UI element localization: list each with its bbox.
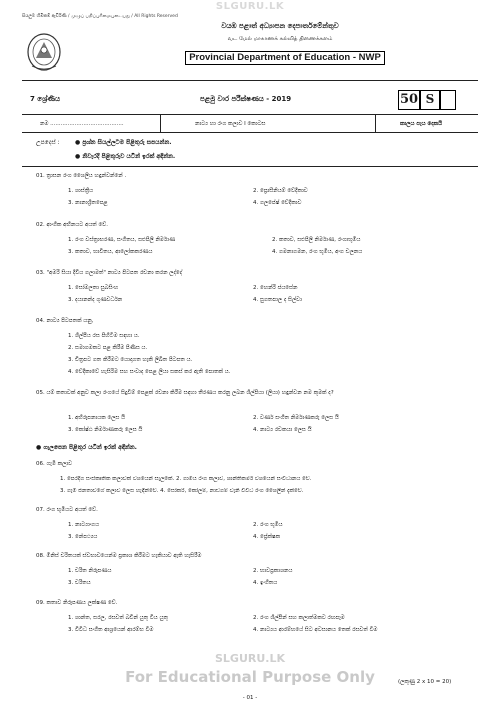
q06-line-1[interactable]: 1. පෙරදිග සංස්කෘතික කලාවක් වශයෙන් සැලකේ. 2. ගාමීය රංග කලාව, ශාන්තිකර්ම වශයෙන් සංවිධානය වේ. [60,476,312,482]
header-vline-2 [375,114,376,132]
q01-option-2[interactable]: 2. ප්‍රොසීනියම් වේදිකාව [253,188,308,194]
instructions-label: උපදෙස් : [36,139,60,146]
q07-option-4[interactable]: 4. ප්‍රේක්ෂක [253,534,281,540]
q07-option-2[interactable]: 2. රංග භූමිය [253,522,283,528]
watermark-bottom-note: For Educational Purpose Only [125,668,375,686]
q07-option-3[interactable]: 3. නේපථ්‍යය [68,534,98,540]
q05-option-1[interactable]: 1. අභිරූපනායක ලෙස යි [68,415,126,421]
q02-option-4[interactable]: 4. ගමනාගමන, රංග භූමිය, අංග චලනය [272,249,363,255]
header-divider [22,80,478,81]
question-04: 04. නාට්‍ය පිටපතක් යනු, [36,318,94,324]
q08-option-3[interactable]: 3. චරිතය [68,580,91,586]
question-03: 03. "අමරි සියා දිවිය ගලාමත්" නාට්‍ය පිටපත රචනා කරන ලද්දේ [36,270,183,276]
name-field-label: නම .......................................... [40,121,124,127]
question-02: 02. ආංගික අභිනයට අයත් වේ. [36,222,108,228]
question-06: 06. ගැමි කලාව [36,461,73,467]
q05-option-4[interactable]: 4. නාට්‍ය රචකයා ලෙස යි [253,427,312,433]
watermark-top: SLGURU.LK [215,1,285,12]
q02-option-2[interactable]: 2. කතාව, සළුපිලි නිර්මාණ, රංගාභූමිය [272,237,361,243]
q01-option-1[interactable]: 1. ශාස්ත්‍රීය [68,188,94,194]
header-divider-3 [22,132,478,133]
header-divider-2 [22,114,478,115]
dept-name-sinhala: වයඹ පළාත් අධ්‍යාපන දෙපාර්තමේන්තුව [221,22,339,30]
exam-title: පළමු වාර පරීක්ෂණය - 2019 [200,95,292,103]
q09-option-4[interactable]: 4. නාට්‍යය ආරම්භයේ සිට අවසානය තෙක් රසවත් වීම [253,627,378,633]
q08-option-4[interactable]: 4. ඉංගිතය [253,580,278,586]
section2-instruction: ● ගැලපෙන පිළිතුර යටින් ඉරක් අඳින්න. [36,444,137,451]
q05-option-2[interactable]: 2. වර්ණ සංගීත නිර්මාණකරු ලෙස යි [253,415,339,421]
q04-option-4[interactable]: 4. වේදිකාවේ හැසිරිම සහ සංවාද පෙළ ලියා සකස් කර ඇති පොතක් ය. [68,369,231,375]
q03-option-3[interactable]: 3. දයානන්ද ගුණවර්ධන [68,297,123,303]
question-09: 09. කතාව නිරූපණය ලක්ෂණ වේ. [36,600,118,606]
grade-label: 7 ශ්‍රේණිය [30,95,60,103]
dept-name-tamil: வட மேல் மாகாணக் கல்வித் திணைக்களம் [227,36,333,42]
q03-option-4[interactable]: 4. සුගතපාල ද සිල්වා [253,297,302,303]
q09-option-2[interactable]: 2. රංග ශිල්පීන් සහ කලාත්මකව රඟපෑම [253,615,345,621]
watermark-bottom-site: SLGURU.LK [214,652,285,665]
q09-option-3[interactable]: 3. විවිධ සංගීත ආශ්‍රයෙන් ආරම්භ වීම [68,627,154,633]
q01-option-4[interactable]: 4. ගලපේෂ් වේදිකාව [253,200,302,206]
q03-option-1[interactable]: 1. සෝමලතා සුබසිංහ [68,285,119,291]
q05-option-3[interactable]: 3. කෝෂ්ඨ නිර්මාණකරු ලෙස යි [68,427,143,433]
page-number: - 01 - [242,695,258,701]
instructions-divider [22,166,478,167]
q08-option-1[interactable]: 1. චරිත නිරූපණය [68,568,112,574]
q06-line-2[interactable]: 3. ගැමි ජනතාවගේ කලාව ලෙස හැඳින්වේ. 4. සෝකරි, කෝලම්, නාඩගම් වැනි විවිධ රංග ශෛලීන් දැක්වේ. [60,488,304,494]
q04-option-2[interactable]: 2. සමාගමකට පළ කිරීම පිණිස ය. [68,345,148,351]
rights-reserved-note: සියලුම හිමිකම් ඇවිරිණි / முழுப் பதிப்புரிமையுடையது / All Rights Reserved [22,14,178,19]
q03-option-2[interactable]: 2. හෙන්රි ජයසේන [253,285,298,291]
marks-note: (ලකුණු 2 x 10 = 20) [398,679,452,685]
question-07: 07. රංග භූමියට අයත් වේ. [36,507,98,513]
subject-title: නාට්‍ය හා රංග කලාව I කොටස [195,121,266,127]
instruction-2: ● නිවැරදි පිළිතුරුව යටින් ඉරක් අඳින්න. [75,153,176,160]
question-01: 01. ත්‍රාසන රංග ශෛලිය හඳුන්වන්නේ . [36,173,127,179]
q04-option-1[interactable]: 1. ශිල්පීය රස පිහිටීම සඳහා ය. [68,333,140,339]
question-05: 05. යම් කතාවක් අනුව කලා රංගයේ සිදුවීම් පෙළක් රචනා කිරීම සඳහා තීරණය කරනු ලබන ශිල්පියා (ලියා) හඳුන්වන නම කුමක් ද? [36,390,334,396]
q09-option-1[interactable]: 1. ශාන්ත, සරල, රසවත් බවින් යුතු විය යුතු [68,615,168,621]
instruction-1: ● ප්‍රශ්න සියල්ලටම පිළිතුරු සපයන්න. [75,139,172,146]
subject-letter-box: S [420,90,440,110]
q07-option-1[interactable]: 1. නාට්‍යාංගය [68,522,100,528]
dept-name-english: Provincial Department of Education - NWP [185,51,385,65]
empty-box [440,90,456,110]
q01-option-3[interactable]: 3. නානාශ්‍රිතපෙළ [68,200,108,206]
q04-option-3[interactable]: 3. චිත්‍රපට ගත කිරීමට යොදාගත හැකි ලිඛිත පිටපත ය. [68,357,193,363]
q02-option-1[interactable]: 1. රංග වස්ත්‍රාභරණ, සංගීතය, සළුපිලි නිර්මාණ [68,237,176,243]
subject-code-box: 50 [398,90,420,110]
q02-option-3[interactable]: 3. කතාව, භාවිතය, ආලෝකකරණය [68,249,153,255]
question-08: 08. මිනිස් චරිතයක් ස්වභාවයෙන්ම ප්‍රකාශ කිරීමට හැකියාව ඇති හැසිරීම [36,553,202,559]
duration-label: කාලය පැය දෙකයි [400,121,443,127]
header-vline-1 [160,114,161,132]
q08-option-2[interactable]: 2. භාවප්‍රකාශනය [253,568,293,574]
